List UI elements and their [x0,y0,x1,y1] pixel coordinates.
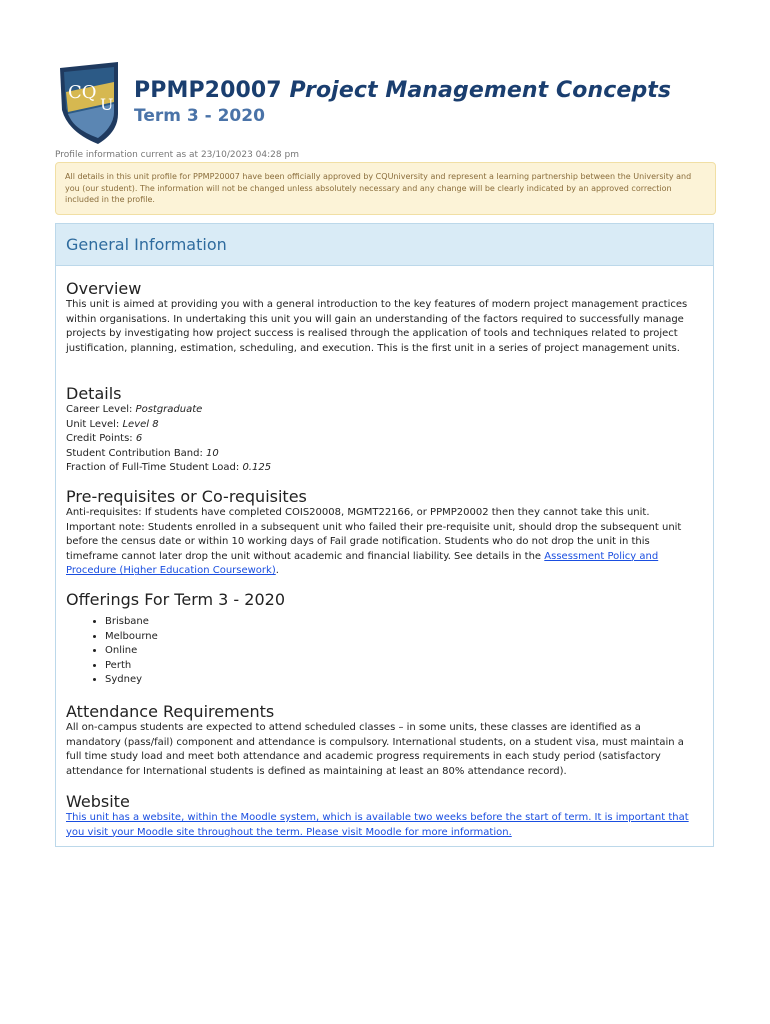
career-level: Career Level: Postgraduate [66,404,203,415]
moodle-website-link[interactable]: This unit has a website, within the Moodle system, which is available two weeks before the start of term. It is important that you visit your Moodle site throughout the term. Please visit Moodle for more information. [66,812,689,838]
logo-text-u: U [100,95,114,114]
panel-title: General Information [56,224,713,266]
list-item: • Melbourne [105,630,696,645]
offerings-heading: Offerings For Term 3 - 2020 [66,590,285,609]
page-title [134,78,671,103]
list-item: • Sydney [105,673,696,688]
cqu-logo [58,62,120,144]
attendance-text: All on-campus students are expected to attend scheduled classes – in some units, these classes are identified as a mandatory (pass/fail) component and attendance is compulsory. International students, on a student visa, must maintain a full time study load and meet both attendance and academic progress requirements in each study period (satisfactory attendance for International students is defined as maintaining at least an 80% attendance record). [66,722,684,777]
list-item: • Perth [105,659,696,674]
details-section [66,384,696,476]
attendance-section [66,702,696,779]
contribution-band: Student Contribution Band: 10 [66,447,219,459]
website-section [66,792,696,840]
profile-timestamp: Profile information current as at 23/10/2023 04:28 pm [55,150,299,160]
prerequisites-heading: Pre-requisites or Co-requisites [66,487,307,506]
credit-points: Credit Points: 6 [66,433,143,445]
assessment-policy-link[interactable]: Assessment Policy and Procedure (Higher Education Coursework) [66,550,659,577]
unit-level: Unit Level: Level 8 [66,418,159,430]
general-information-panel [55,223,714,847]
term-label: Term 3 - 2020 [134,106,265,126]
logo-text-cq: CQ [68,82,97,103]
prerequisites-section [66,487,696,579]
unit-name: Project Management Concepts [289,78,672,103]
offerings-section [66,590,696,688]
overview-heading: Overview [66,279,142,298]
student-load: Fraction of Full-Time Student Load: 0.125 [66,462,272,474]
offerings-list [66,615,696,688]
attendance-heading: Attendance Requirements [66,702,275,721]
prerequisites-text: Anti-requisites: If students have completed COIS20008, MGMT22166, or PPMP20002 then they cannot take this unit. Important note: Students enrolled in a subsequent unit who failed their pre-requisite unit, should drop the subsequent unit before the census date or within 10 working days of Fail grade notification. Students who do not drop the unit in this timeframe cannot later drop the unit without academic and financial liability. See details in the Assessment Policy and Procedure (Higher Education Coursework). [66,507,682,577]
approval-notice: All details in this unit profile for PPMP20007 have been officially approved by CQUniversity and represent a learning partnership between the University and you (our student). The information will not be changed unless absolutely necessary and any change will be clearly indicated by an approved correction included in the profile. [55,162,716,215]
page-header [58,62,718,146]
list-item: • Brisbane [105,615,696,630]
details-heading: Details [66,384,122,403]
overview-text: This unit is aimed at providing you with a general introduction to the key features of modern project management practices within organisations. In undertaking this unit you will gain an understanding of the factors required to successfully manage projects by investigating how project success is realised through the application of tools and techniques related to project justification, planning, estimation, scheduling, and execution. This is the first unit in a series of project management units. [66,299,688,354]
list-item: • Online [105,644,696,659]
overview-section [66,279,696,356]
website-heading: Website [66,792,130,811]
unit-code: PPMP20007 [134,78,282,103]
